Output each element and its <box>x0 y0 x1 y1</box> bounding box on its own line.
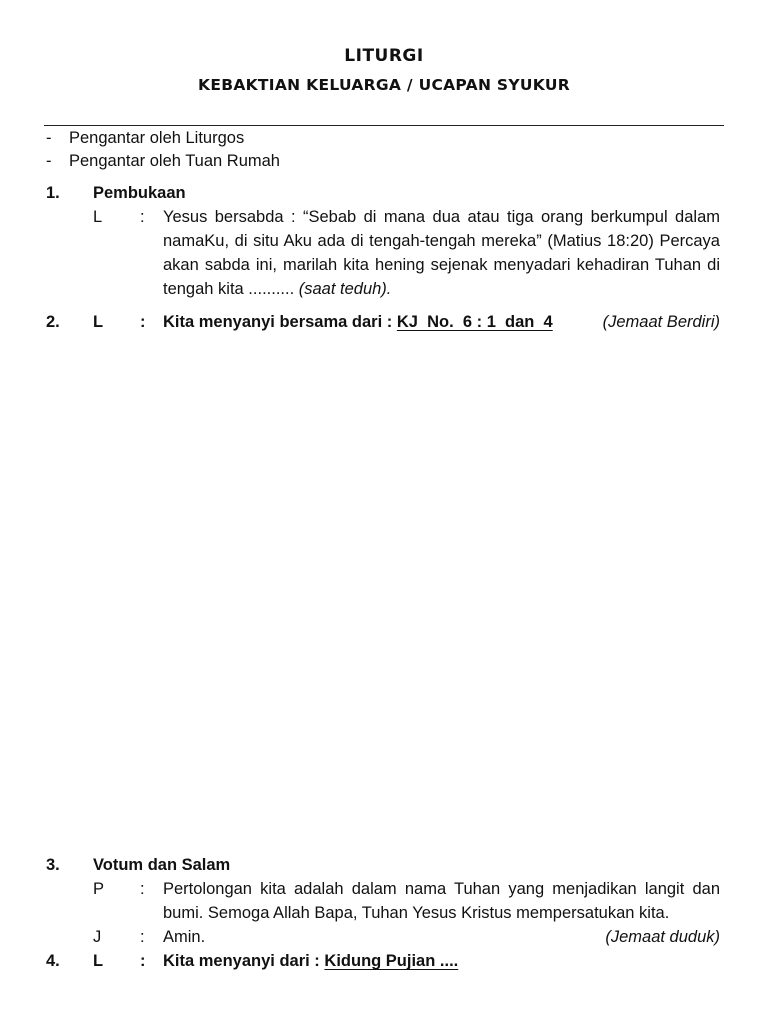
item2-colon: : <box>140 313 146 331</box>
item1-colon: : <box>140 208 145 226</box>
item3-role-p: P <box>93 880 105 898</box>
item4-role: L <box>93 952 104 970</box>
intro-dash-2: - <box>46 152 52 170</box>
item3-note: (Jemaat duduk) <box>605 928 720 946</box>
item3-title: Votum dan Salam <box>93 856 231 874</box>
item1-note: (saat teduh). <box>298 280 392 298</box>
item3-colon-p: : <box>140 880 145 898</box>
item3-colon-j: : <box>140 928 145 946</box>
item2-number: 2. <box>46 313 60 331</box>
item2-hymn: KJ No. 6 : 1 dan 4 <box>396 313 553 331</box>
item1-text: Yesus bersabda : “Sebab di mana dua atau tiga orang berkumpul dalam namaKu, di situ Aku ada di tengah-tengah mereka” (Matius 18:20) Percaya akan sabda ini, marilah kita hening sejenak menyadari kehadiran Tuhan di tengah kita .......... (saat teduh). <box>163 208 720 298</box>
item2-text: Kita menyanyi bersama dari : KJ No. 6 : 1 dan 4 <box>163 313 553 331</box>
intro-item-1: Pengantar oleh Liturgos <box>69 129 245 147</box>
doc-subtitle: KEBAKTIAN KELUARGA / UCAPAN SYUKUR <box>198 76 570 94</box>
item3-text-p: Pertolongan kita adalah dalam nama Tuhan yang menjadikan langit dan bumi. Semoga Allah Bapa, Tuhan Yesus Kristus mempersatukan kita. <box>163 880 720 922</box>
item4-colon: : <box>140 952 146 970</box>
item4-text: Kita menyanyi dari : Kidung Pujian .... <box>163 952 459 970</box>
item1-number: 1. <box>46 184 60 202</box>
item2-role: L <box>93 313 104 331</box>
doc-title: LITURGI <box>344 46 424 66</box>
item2-note: (Jemaat Berdiri) <box>602 313 720 331</box>
intro-dash-1: - <box>46 129 52 147</box>
item4-hymn: Kidung Pujian .... <box>324 952 459 970</box>
intro-item-2: Pengantar oleh Tuan Rumah <box>69 152 280 170</box>
item3-role-j: J <box>93 928 102 946</box>
item3-text-j: Amin. <box>163 928 206 946</box>
item1-role: L <box>93 208 103 226</box>
item1-title: Pembukaan <box>93 184 186 202</box>
item3-number: 3. <box>46 856 60 874</box>
item4-number: 4. <box>46 952 60 970</box>
